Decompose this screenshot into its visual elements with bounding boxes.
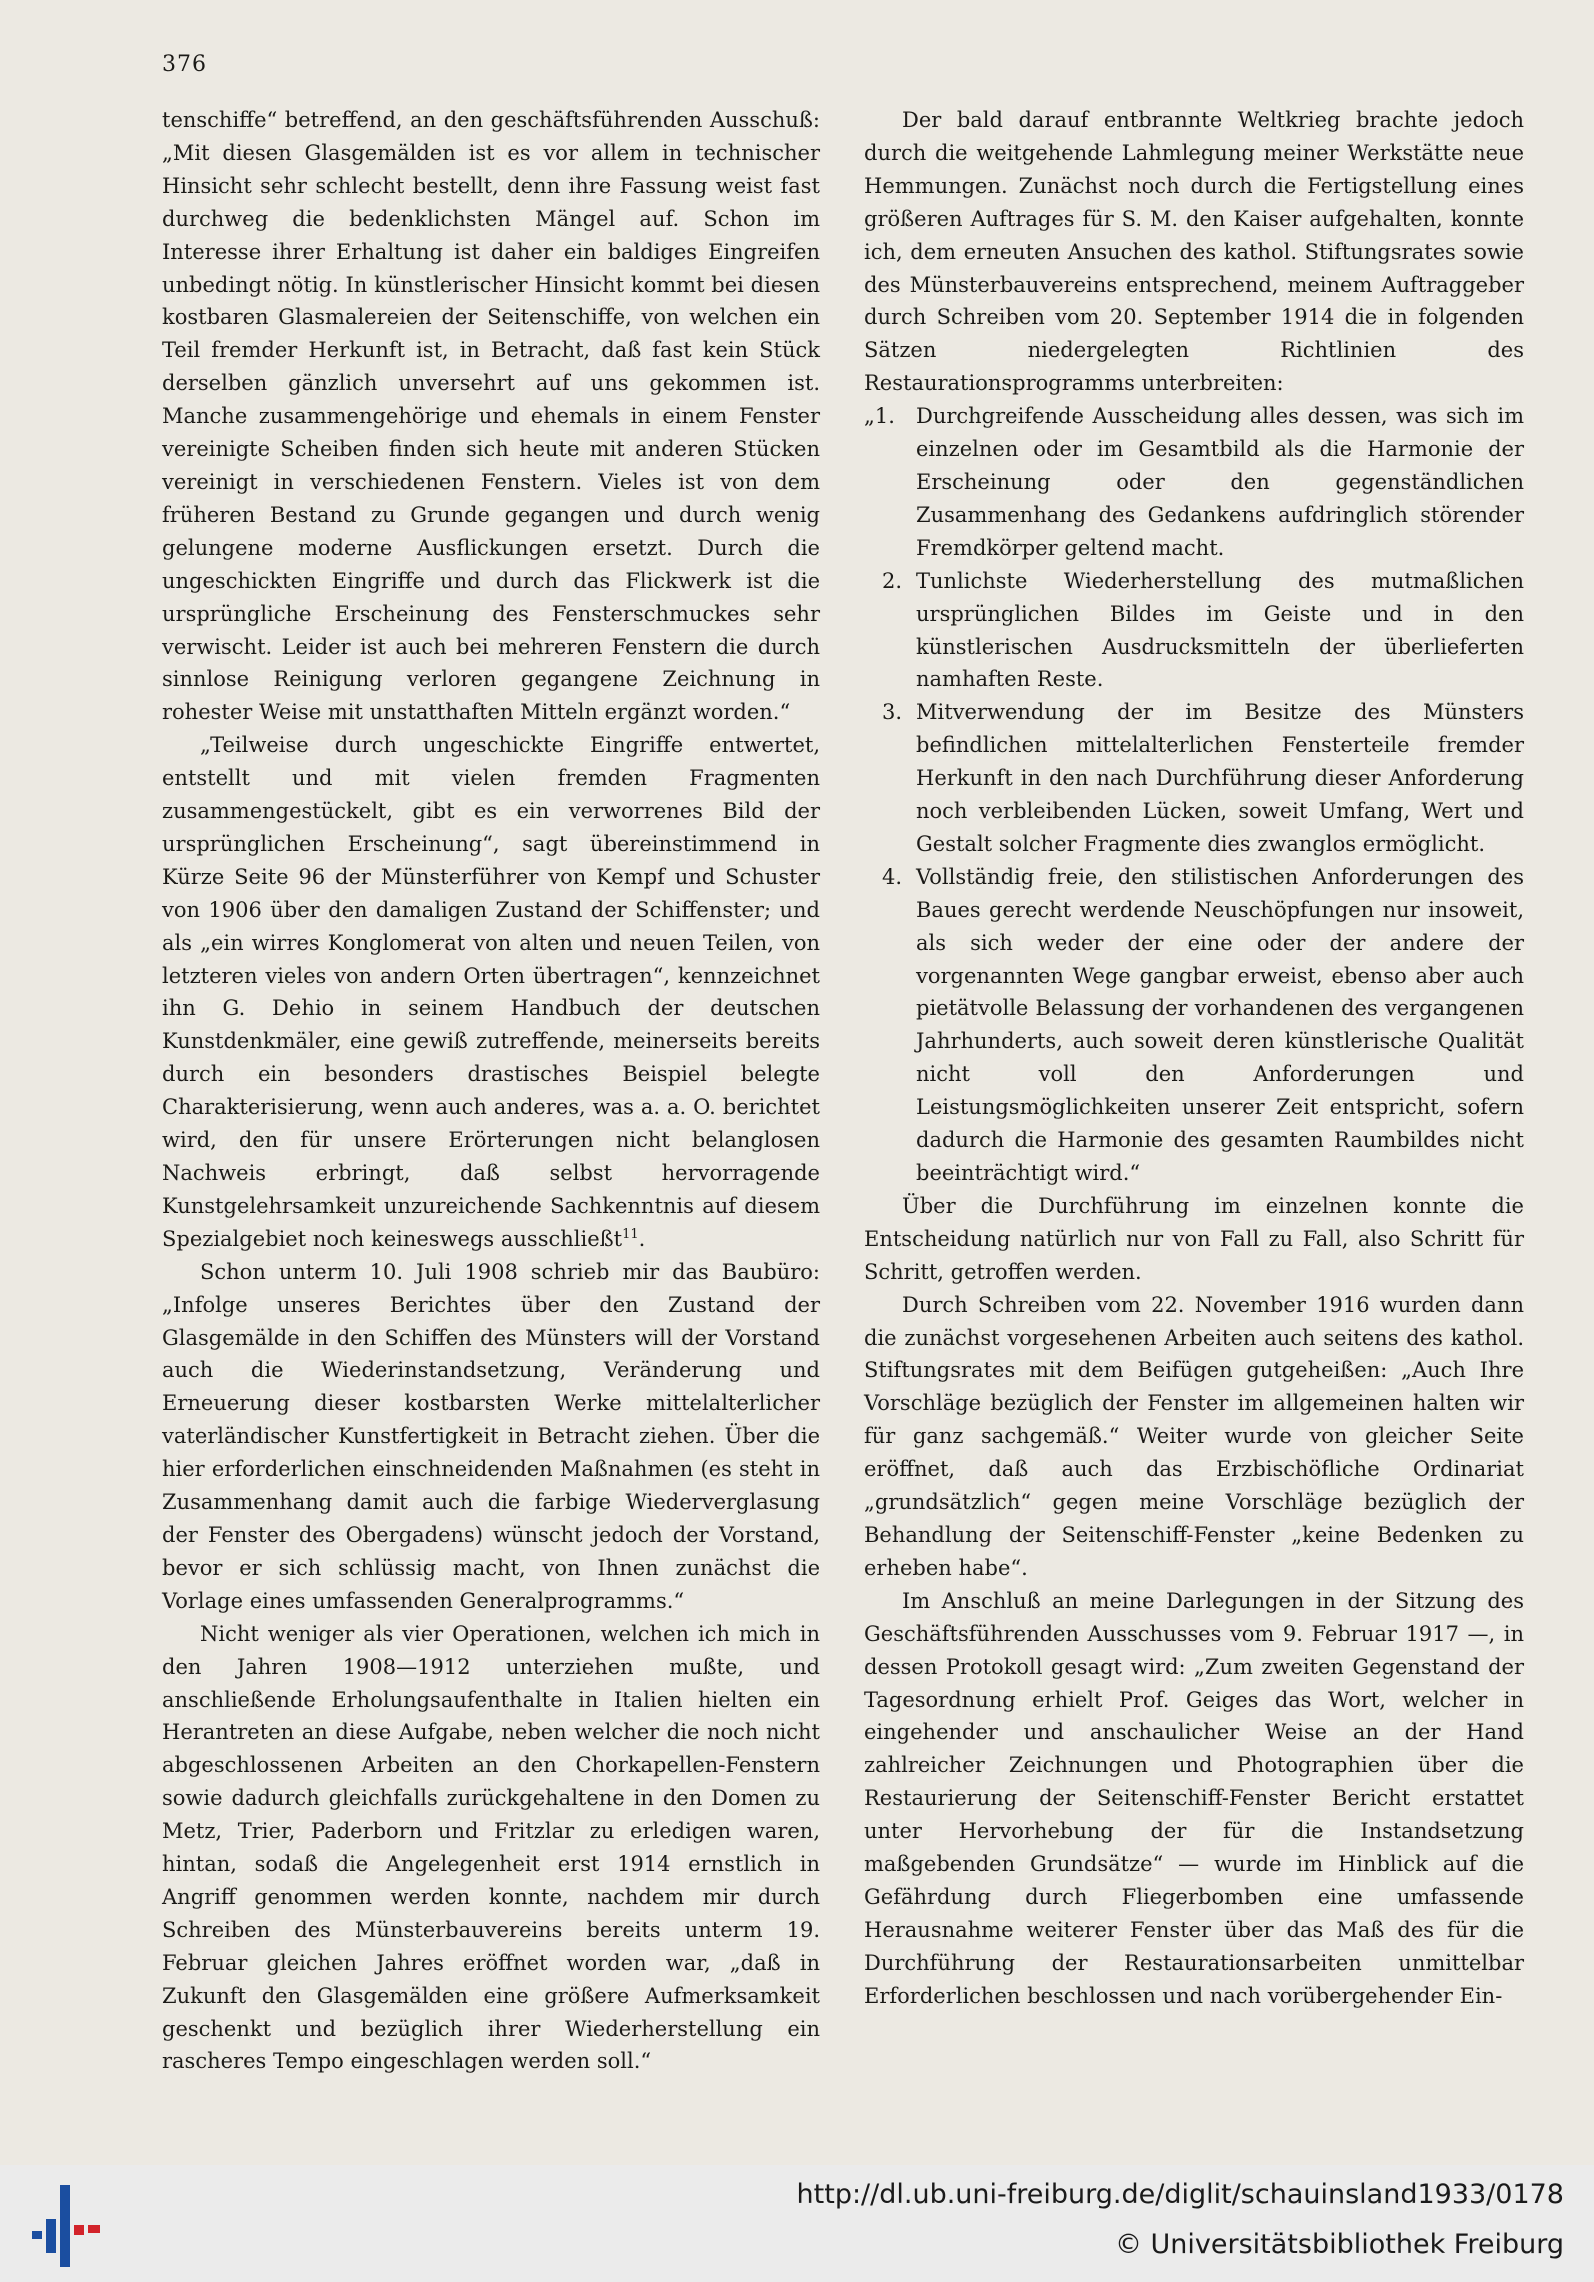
guideline-text: Durchgreifende Ausscheidung alles dessen, was sich im einzelnen oder im Gesamtbild als die Harmonie der Erscheinung oder den gegenständlichen Zusammenhang des Gedankens aufdringlich störender Fremdkörper geltend macht. [916,404,1524,560]
logo-icon [30,2185,102,2267]
left-paragraph-text: „Teilweise durch ungeschickte Eingriffe entwertet, entstellt und mit vielen fremden Fragmenten zusammengestückelt, gibt es ein verworrenes Bild der ursprünglichen Erscheinung“, sagt übereinstimmend in Kürze Seite 96 der Münsterführer von Kempf und Schuster von 1906 über den damaligen Zustand der Schiffenster; und als „ein wirres Konglomerat von alten und neuen Teilen, von letzteren vieles von andern Orten übertragen“, kennzeichnet ihn G. Dehio in seinem Handbuch der deutschen Kunstdenkmäler, eine gewiß zutreffende, meinerseits bereits durch ein besonders drastisches Beispiel belegte Charakterisierung, wenn auch anderes, was a. a. O. berichtet wird, den für unsere Erörterungen nicht belanglosen Nachweis erbringt, daß selbst hervorragende Kunstgelehrsamkeit unzureichende Sachkenntnis auf diesem Spezialgebiet noch keineswegs ausschließt [162,733,820,1251]
right-column [864,104,1524,2013]
left-paragraph: Schon unterm 10. Juli 1908 schrieb mir das Baubüro: „Infolge unseres Berichtes über den Zustand der Glasgemälde in den Schiffen des Münsters will der Vorstand auch die Wiederinstandsetzung, Veränderung und Erneuerung dieser kostbarsten Werke mittelalterlicher vaterländischer Kunstfertigkeit in Betracht ziehen. Über die hier erforderlichen einschneidenden Maßnahmen (es steht in Zusammenhang damit auch die farbige Wiederverglasung der Fenster des Obergadens) wünscht jedoch der Vorstand, bevor er sich schlüssig macht, von Ihnen zunächst die Vorlage eines umfassenden Generalprogramms.“ [162,1259,820,1613]
guideline-item [864,861,1524,1190]
guideline-item [864,565,1524,697]
left-paragraph: Nicht weniger als vier Operationen, welchen ich mich in den Jahren 1908—1912 unterziehen mußte, und anschließende Erholungsaufenthalte in Italien hielten ein Herantreten an diese Aufgabe, neben welcher die noch nicht abgeschlossenen Arbeiten an den Chorkapellen-Fenstern sowie dadurch gleichfalls zurückgehaltene in den Domen zu Metz, Trier, Paderborn und Fritzlar zu erledigen waren, hintan, sodaß die Angelegenheit erst 1914 ernstlich in Angriff genommen werden konnte, nachdem mir durch Schreiben des Münsterbauvereins bereits unterm 19. Februar gleichen Jahres eröffnet worden war, „daß in Zukunft den Glasgemälden eine größere Aufmerksamkeit geschenkt und bezüglich ihrer Wiederherstellung ein rascheres Tempo eingeschlagen werden soll.“ [162,1621,820,2074]
guideline-text: Mitverwendung der im Besitze des Münsters befindlichen mittelalterlichen Fensterteile fremder Herkunft in den nach Durchführung dieser Anforderung noch verbleibenden Lücken, soweit Umfang, Wert und Gestalt solcher Fragmente dies zwanglos ermöglicht. [916,700,1524,856]
right-paragraph: Über die Durchführung im einzelnen konnte die Entscheidung natürlich nur von Fall zu Fall, also Schritt für Schritt, getroffen werden. [864,1193,1524,1284]
right-paragraph: Im Anschluß an meine Darlegungen in der Sitzung des Geschäftsführenden Ausschusses vom 9. Februar 1917 —, in dessen Protokoll gesagt wird: „Zum zweiten Gegenstand der Tagesordnung erhielt Prof. Geiges das Wort, welcher in eingehender und anschaulicher Weise an der Hand zahlreicher Zeichnungen und Photographien über die Restaurierung der Seitenschiff-Fenster Bericht erstattet unter Hervorhebung der für die Instandsetzung maßgebenden Grundsätze“ — wurde im Hinblick auf die Gefährdung durch Fliegerbomben eine umfassende Herausnahme weiterer Fenster über das Maß des für die Durchführung der Restaurationsarbeiten unmittelbar Erforderlichen beschlossen und nach vorübergehender Ein- [864,1588,1524,2008]
guideline-item [864,696,1524,861]
guideline-number: 2. [882,568,903,593]
right-intro-paragraph: Der bald darauf entbrannte Weltkrieg brachte jedoch durch die weitgehende Lahmlegung meiner Werkstätte neue Hemmungen. Zunächst noch durch die Fertigstellung eines größeren Auftrages für S. M. den Kaiser aufgehalten, konnte ich, dem erneuten Ansuchen des kathol. Stiftungsrates sowie des Münsterbauvereins entsprechend, meinem Auftraggeber durch Schreiben vom 20. September 1914 die in folgenden Sätzen niedergelegten Richtlinien des Restaurationsprogramms unterbreiten: [864,108,1524,396]
left-paragraph: tenschiffe“ betreffend, an den geschäftsführenden Ausschuß: „Mit diesen Glasgemälden ist es vor allem in technischer Hinsicht sehr schlecht bestellt, denn ihre Fassung weist fast durchweg die bedenklichsten Mängel auf. Schon im Interesse ihrer Erhaltung ist daher ein baldiges Eingreifen unbedingt nötig. In künstlerischer Hinsicht kommt bei diesen kostbaren Glasmalereien der Seitenschiffe, von welchen ein Teil fremder Herkunft ist, in Betracht, daß fast kein Stück derselben gänzlich unversehrt auf uns gekommen ist. Manche zusammengehörige und ehemals in einem Fenster vereinigte Scheiben finden sich heute mit anderen Stücken vereinigt in verschiedenen Fenstern. Vieles ist von dem früheren Bestand zu Grunde gegangen und durch wenig gelungene moderne Ausflickungen ersetzt. Durch die ungeschickten Eingriffe und durch das Flickwerk ist die ursprüngliche Erscheinung des Fensterschmuckes sehr verwischt. Leider ist auch bei mehreren Fenstern die durch sinnlose Reinigung verloren gegangene Zeichnung in rohester Weise mit unstatthaften Mitteln ergänzt worden.“ [162,108,820,725]
permalink-link[interactable]: http://dl.ub.uni-freiburg.de/diglit/schauinsland1933/0178 [796,2179,1564,2210]
left-column [162,104,820,2078]
guideline-text: Vollständig freie, den stilistischen Anforderungen des Baues gerecht werdende Neuschöpfungen nur insoweit, als sich weder der eine oder der andere der vorgenannten Wege gangbar erweist, ebenso aber auch pietätvolle Belassung der vorhandenen des vergangenen Jahrhunderts, auch soweit deren künstlerische Qualität nicht voll den Anforderungen und Leistungsmöglichkeiten unserer Zeit entspricht, sofern dadurch die Harmonie des gesamten Raumbildes nicht beeinträchtigt wird.“ [916,864,1524,1185]
guideline-text: Tunlichste Wiederherstellung des mutmaßlichen ursprünglichen Bildes im Geiste und in den künstlerischen Ausdrucksmitteln der überlieferten namhaften Reste. [916,568,1524,692]
copyright-notice: © Universitätsbibliothek Freiburg [1114,2229,1564,2260]
left-paragraph-end: . [638,1226,646,1251]
right-paragraph: Durch Schreiben vom 22. November 1916 wurden dann die zunächst vorgesehenen Arbeiten auch seitens des kathol. Stiftungsrates mit dem Beifügen gutgeheißen: „Auch Ihre Vorschläge bezüglich der Fenster im allgemeinen halten wir für ganz sachgemäß.“ Weiter wurde von gleicher Seite eröffnet, daß auch das Erzbischöfliche Ordinariat „grundsätzlich“ gegen meine Vorschläge bezüglich der Behandlung der Seitenschiff-Fenster „keine Bedenken zu erheben habe“. [864,1292,1524,1580]
guideline-number: 3. [882,700,903,725]
guideline-number: 4. [882,864,903,889]
page-number: 376 [162,52,207,77]
viewer-footer [0,2165,1594,2282]
footnote-ref: 11 [622,1226,639,1242]
guideline-item [864,400,1524,565]
guideline-number: „1. [864,404,895,429]
left-paragraph [162,729,820,1256]
